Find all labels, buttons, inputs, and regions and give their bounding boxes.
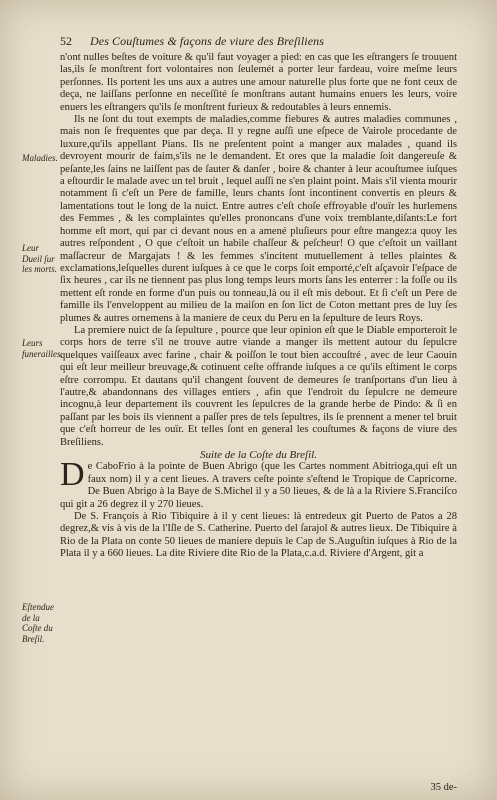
paragraph: De S. François à Rio Tibiquire à il y cent lieues: là entredeux git Puerto de Patos a 28 degrez,& vis à vis de la l'Iſle de S. Catherine. Puerto del ſarajol & autres lieux. De Tibiquire à Rio de la Plata on conte 50 lieues de maniere depuis le Cap de S.Auguſtin iuſques à Rio de la Plata il y a 660 lieues. La dite Riviere dite Rio de la Plata,c.a.d. Riviere d'Argent, git a <box>60 511 457 560</box>
main-text <box>60 52 457 561</box>
page-header <box>60 34 457 50</box>
running-title: Des Couſtumes & façons de viure des Breſiliens <box>90 34 325 48</box>
paragraph-text: e CaboFrio à la pointe de Buen Abrigo (que les Cartes nomment Abitrioga,qui eſt un faux nom) il y a cent lieues. A travers ceſte pointe s'eſtend le Tropique de Capricorne. De Buen Abrigo à la Baye de S.Michel il y a 50 lieues, & de là a la Riviere S.Franciſco qui git a 26 degrez il y 270 lieues. <box>60 461 457 510</box>
section-title: Suite de la Coſte du Breſil. <box>200 449 317 461</box>
paragraph: n'ont nulles beſtes de voiture & qu'il faut voyager a pied: en cas que les eſtrangers ſe trouuent las,ils ſe monſtrent fort volontaires non ſeulemét a porter leur fardeau, voire meſme leurs perſonnes. Ils portent les uns aux a autres une amour naturelle plus forte que ne font ceux de deça, ne laiſſans perſonne en neceſſité ſe monſtrans autant humains enuers les leurs, voire enuers les eſtrangers qu'ils ſe monſtrent furieux & redoutables à leurs ennemis. <box>60 52 457 113</box>
margin-note-funerailles: Leurs funerailles. <box>22 338 63 359</box>
margin-note-estendue: Eſtendue de la Coſte du Breſil. <box>22 602 54 644</box>
paragraph <box>60 456 457 511</box>
drop-capital: D <box>60 456 85 494</box>
paragraph: La premiere nuict de ſa ſepulture , pource que leur opinion eſt que le Diable emporteroit le corps hors de terre s'il ne trouve autre viande a manger ils mettent autour du ſepulcre quelques vaiſſeaux avec farine , chair & poiſſon le tout bien accouſtré , avec de leur Caouin qui eſt leur meilleur breuvage,& cotinuent ceſte offrande iuſques a ce qu'ils eſtiment le corps eſtre corrompu. Et dautans qu'il changent ſouvent de demeures ſe tranſportans d'un lieu à l'autre,& abandonnans des villages entiers , afin que l'endroit du ſepulcre ne demeure incognu,à leur departement ils couvrent les ſepulcres de la grande herbe de Pindo: & ſi en paſſant par les bois ils viennent a paſſer pres de tels ſepultres, ils ſe prennent a mener tel bruit que c'eſt horreur de les ouïr. Et telles ſont en general les couſtumes & façons de viure des Breſiliens. <box>60 324 457 448</box>
margin-note-maladies: Maladies. <box>22 153 58 163</box>
catchword: 35 de- <box>430 782 457 793</box>
margin-note-dueil: Leur Dueil ſur les morts. <box>22 243 58 274</box>
paragraph: Ils ne ſont du tout exempts de maladies,comme fiebures & autres maladies communes , mais non ſe frequentes que par deça. Il y regne auſſi une eſpece de Vairole procedante de luxure,qu'ils appellant Pians. Ils ne preſentent point a manger aux malades , quand ils devroyent mourir de faim,s'ils ne le demandent. Et ores que la maladie ſoit dangereuſe & peſante,les ſains ne laiſſent pas de ſauter & danſer , boire & chanter à leur acouſtumee iuſques a eſtourdir le malade avec un tel bruit , lequel auſſi ne s'en plaint point. Mais s'il vienta mourir notamment ſi c'eſt un Pere de famille, leurs chants ſont incontinent convertis en pleurs & lamentations tout le long de la nuict. Entre autres c'eſt choſe effroyable d'ouïr les hurlemens des Femmes , & les complaintes qu'elles prononcans d'une voix tremblante,diſants:Le fort homme eſt mort, qui par ci devant nous en a amené pluſieurs pour eſtre mangez:a quoy les autres reſpondent , O que c'eſtoit un habile chaſſeur & peſcheur! O que c'eſtoit un vaillant maſſacreur de Margajats ! & les femmes s'incitent mutuellement à telles plaintes & exclamations,leſquelles durent iuſques à ce que le corps ſoit emporté,c'eſt aſçavoir l'eſpace de ſix heures , car ils ne tiennent pas plus long temps leurs morts ſans les enterrer : la foſſe ou ils mettent eſt ronde en forme d'un puis ou tonneau,là ou il eſt mis debout. Et ſi c'eſt un Pere de famille ils l'enveloppent au milieu de la maiſon en ſon lict de Coton mettant pres de luy ſes plumes & autres ornemens à la maniere de ceux du Peru en la ſepulture de leurs Roys. <box>60 114 457 324</box>
page-number: 52 <box>60 34 72 48</box>
